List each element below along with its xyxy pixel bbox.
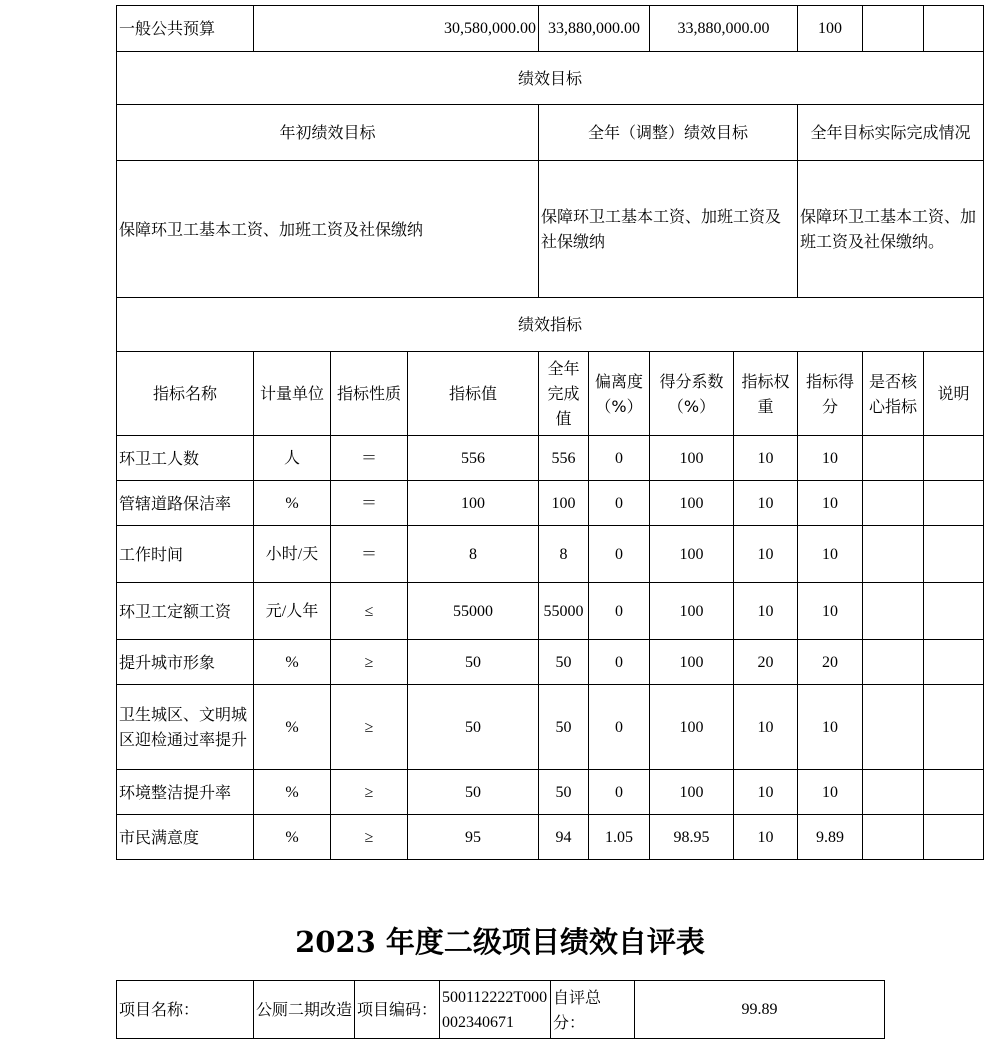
indicator-row: [117, 481, 984, 526]
budget-amount-2: 33,880,000.00: [539, 6, 650, 52]
indicator-weight: 10: [734, 436, 798, 481]
indicator-unit: %: [254, 770, 331, 815]
indicator-nature: ＝: [331, 481, 408, 526]
indicator-indicator-name: 市民满意度: [117, 815, 254, 860]
indicator-weight: 10: [734, 481, 798, 526]
indicator-score: 10: [798, 436, 863, 481]
indicator-unit: %: [254, 685, 331, 770]
indicator-score: 10: [798, 481, 863, 526]
indicator-deviation: 0: [589, 436, 650, 481]
indicator-nature: ≤: [331, 583, 408, 640]
indicator-row: [117, 815, 984, 860]
indicator-target-value: 556: [408, 436, 539, 481]
indicator-actual-value: 50: [539, 640, 589, 685]
indicator-weight: 10: [734, 583, 798, 640]
budget-amount-3: 33,880,000.00: [650, 6, 798, 52]
indicator-core-indicator: [863, 815, 924, 860]
project-summary-table: [116, 980, 885, 1039]
indicator-indicator-name: 提升城市形象: [117, 640, 254, 685]
indicator-indicator-name: 管辖道路保洁率: [117, 481, 254, 526]
indicator-remarks: [924, 770, 984, 815]
budget-cell-5: [863, 6, 924, 52]
goals-section-title: 绩效目标: [117, 52, 984, 105]
form-title: 2023 年度二级项目绩效自评表: [295, 925, 705, 959]
indicator-core-indicator: [863, 583, 924, 640]
indicator-core-indicator: [863, 481, 924, 526]
indicator-deviation: 0: [589, 526, 650, 583]
indicator-target-value: 50: [408, 640, 539, 685]
indicator-unit: 小时/天: [254, 526, 331, 583]
budget-row: [117, 6, 984, 52]
goals-initial-text: 保障环卫工基本工资、加班工资及社保缴纳: [117, 161, 539, 298]
header-actual-value: 全年完成值: [539, 352, 589, 436]
indicator-target-value: 55000: [408, 583, 539, 640]
indicator-target-value: 8: [408, 526, 539, 583]
indicator-remarks: [924, 526, 984, 583]
indicator-unit: %: [254, 481, 331, 526]
indicator-remarks: [924, 436, 984, 481]
header-score-coefficient: 得分系数（%）: [650, 352, 734, 436]
goals-content-row: [117, 161, 984, 298]
indicator-weight: 20: [734, 640, 798, 685]
indicator-deviation: 0: [589, 583, 650, 640]
indicator-target-value: 95: [408, 815, 539, 860]
goals-header-row: [117, 105, 984, 161]
indicator-deviation: 0: [589, 770, 650, 815]
budget-amount-1: 30,580,000.00: [254, 6, 539, 52]
header-nature: 指标性质: [331, 352, 408, 436]
goals-actual-text: 保障环卫工基本工资、加班工资及社保缴纳。: [798, 161, 984, 298]
indicator-score-coefficient: 100: [650, 640, 734, 685]
indicator-indicator-name: 环卫工定额工资: [117, 583, 254, 640]
project-name-value: 公厕二期改造: [254, 981, 355, 1039]
goals-adjusted-text: 保障环卫工基本工资、加班工资及社保缴纳: [539, 161, 798, 298]
indicator-score-coefficient: 98.95: [650, 815, 734, 860]
indicator-score: 10: [798, 526, 863, 583]
indicator-core-indicator: [863, 436, 924, 481]
indicator-indicator-name: 环卫工人数: [117, 436, 254, 481]
indicator-unit: %: [254, 640, 331, 685]
header-remarks: 说明: [924, 352, 984, 436]
header-unit: 计量单位: [254, 352, 331, 436]
indicator-score: 9.89: [798, 815, 863, 860]
indicator-deviation: 0: [589, 640, 650, 685]
budget-cell-6: [924, 6, 984, 52]
indicator-score: 10: [798, 583, 863, 640]
indicator-target-value: 50: [408, 685, 539, 770]
indicator-nature: ＝: [331, 526, 408, 583]
indicator-target-value: 100: [408, 481, 539, 526]
indicator-deviation: 0: [589, 481, 650, 526]
indicator-actual-value: 94: [539, 815, 589, 860]
indicator-row: [117, 770, 984, 815]
goals-actual-header: 全年目标实际完成情况: [798, 105, 984, 161]
indicator-actual-value: 50: [539, 770, 589, 815]
indicators-section-title: 绩效指标: [117, 298, 984, 352]
indicator-actual-value: 100: [539, 481, 589, 526]
header-score: 指标得分: [798, 352, 863, 436]
performance-table: [116, 5, 984, 860]
indicator-weight: 10: [734, 815, 798, 860]
indicator-remarks: [924, 481, 984, 526]
indicator-row: [117, 583, 984, 640]
header-indicator-name: 指标名称: [117, 352, 254, 436]
indicator-score-coefficient: 100: [650, 436, 734, 481]
indicator-unit: 人: [254, 436, 331, 481]
indicator-indicator-name: 环境整洁提升率: [117, 770, 254, 815]
indicator-score-coefficient: 100: [650, 481, 734, 526]
indicator-remarks: [924, 640, 984, 685]
indicator-indicator-name: 卫生城区、文明城区迎检通过率提升: [117, 685, 254, 770]
indicator-core-indicator: [863, 640, 924, 685]
indicator-score: 10: [798, 685, 863, 770]
indicator-indicator-name: 工作时间: [117, 526, 254, 583]
indicator-remarks: [924, 815, 984, 860]
indicator-core-indicator: [863, 526, 924, 583]
indicator-nature: ≥: [331, 770, 408, 815]
indicator-unit: 元/人年: [254, 583, 331, 640]
indicator-row: [117, 640, 984, 685]
indicator-weight: 10: [734, 770, 798, 815]
indicator-nature: ＝: [331, 436, 408, 481]
header-core-indicator: 是否核心指标: [863, 352, 924, 436]
goals-initial-header: 年初绩效目标: [117, 105, 539, 161]
self-score-label: 自评总分：: [551, 981, 635, 1039]
indicator-score: 10: [798, 770, 863, 815]
header-target-value: 指标值: [408, 352, 539, 436]
indicators-header-row: [117, 352, 984, 436]
indicator-score-coefficient: 100: [650, 526, 734, 583]
indicator-target-value: 50: [408, 770, 539, 815]
indicator-weight: 10: [734, 685, 798, 770]
indicator-nature: ≥: [331, 815, 408, 860]
self-score-value: 99.89: [635, 981, 885, 1039]
indicator-score-coefficient: 100: [650, 583, 734, 640]
indicator-score-coefficient: 100: [650, 685, 734, 770]
indicator-nature: ≥: [331, 640, 408, 685]
indicator-core-indicator: [863, 770, 924, 815]
project-name-label: 项目名称：: [117, 981, 254, 1039]
budget-label: 一般公共预算: [117, 6, 254, 52]
indicator-actual-value: 8: [539, 526, 589, 583]
indicator-actual-value: 50: [539, 685, 589, 770]
goals-adjusted-header: 全年（调整）绩效目标: [539, 105, 798, 161]
indicator-remarks: [924, 583, 984, 640]
indicator-score: 20: [798, 640, 863, 685]
indicator-actual-value: 556: [539, 436, 589, 481]
indicator-score-coefficient: 100: [650, 770, 734, 815]
project-code-value: 500112222T000002340671: [440, 981, 551, 1039]
indicator-deviation: 1.05: [589, 815, 650, 860]
indicator-row: [117, 436, 984, 481]
indicator-unit: %: [254, 815, 331, 860]
header-weight: 指标权重: [734, 352, 798, 436]
indicator-actual-value: 55000: [539, 583, 589, 640]
budget-rate: 100: [798, 6, 863, 52]
header-deviation: 偏离度（%）: [589, 352, 650, 436]
indicator-remarks: [924, 685, 984, 770]
project-code-label: 项目编码：: [355, 981, 440, 1039]
indicator-deviation: 0: [589, 685, 650, 770]
indicator-row: [117, 685, 984, 770]
indicator-core-indicator: [863, 685, 924, 770]
indicator-row: [117, 526, 984, 583]
indicator-nature: ≥: [331, 685, 408, 770]
indicator-weight: 10: [734, 526, 798, 583]
